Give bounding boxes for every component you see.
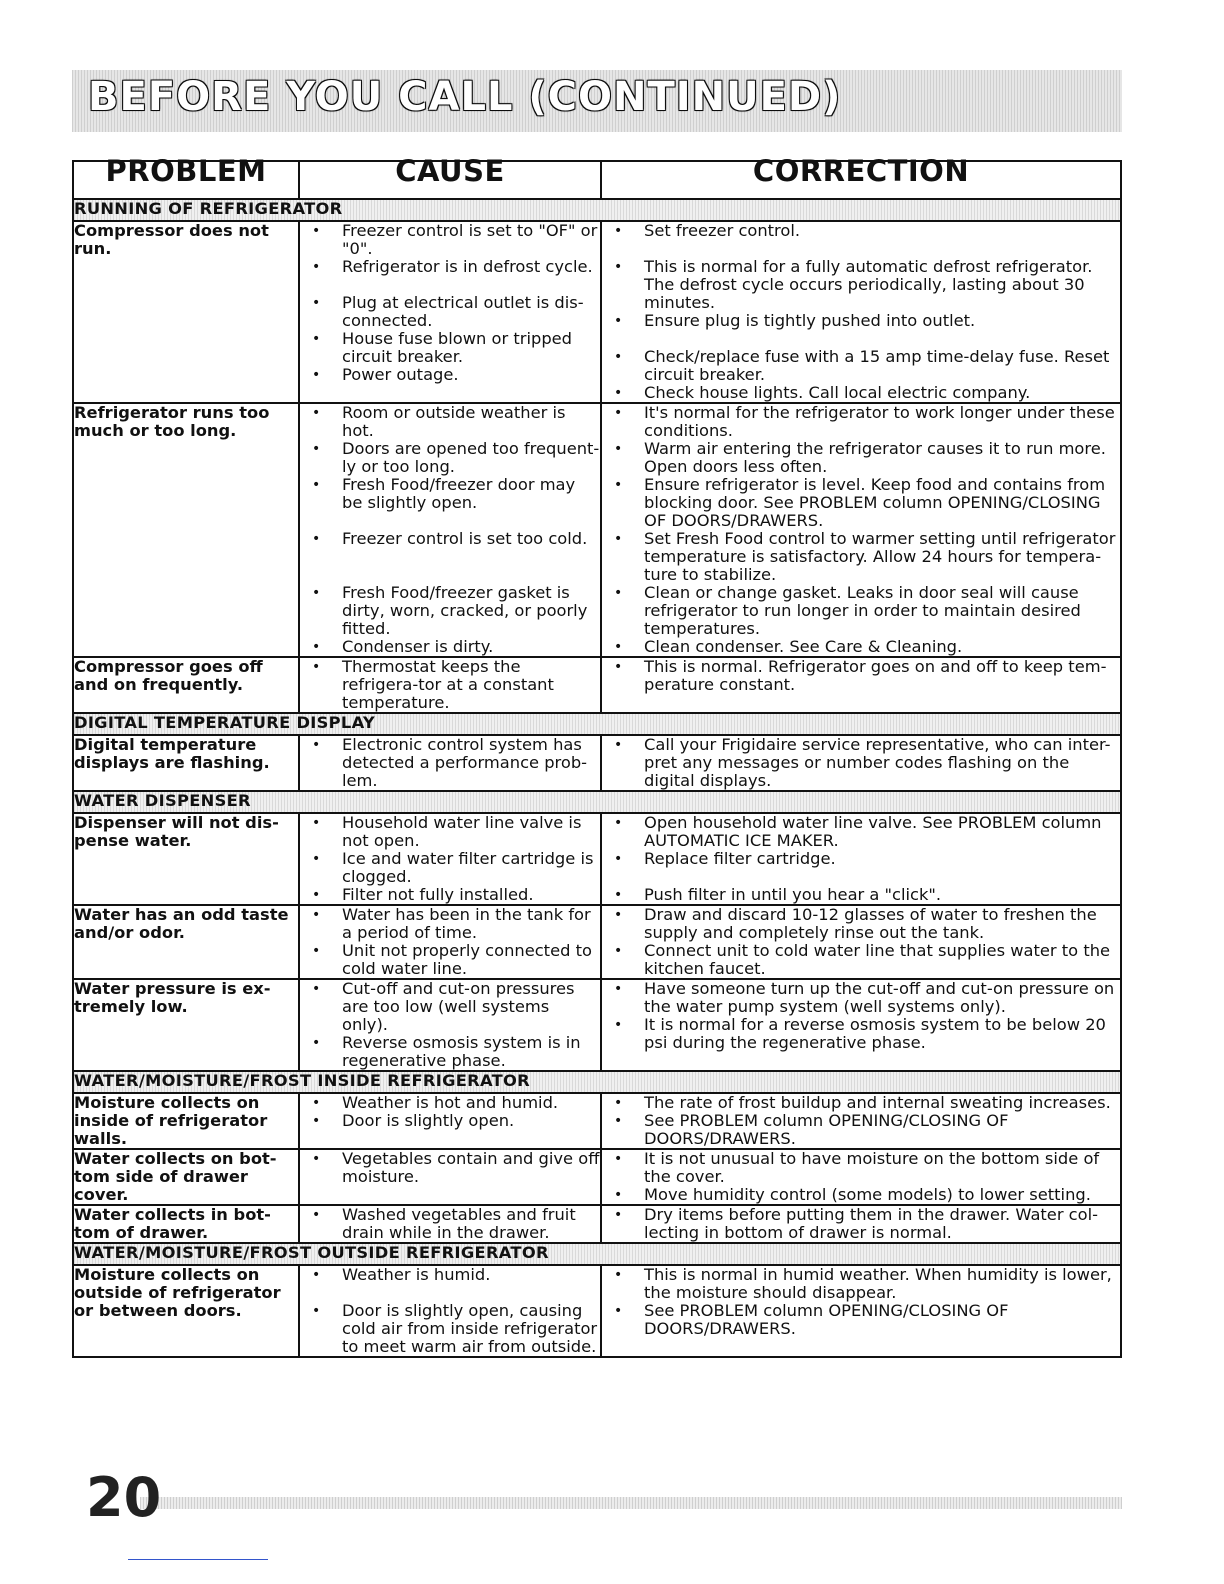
correction-cell — [601, 1265, 1121, 1357]
correction-item: • Set freezer control. — [602, 222, 1120, 240]
section-header: RUNNING OF REFRIGERATOR — [73, 199, 1121, 221]
section-header: WATER DISPENSER — [73, 791, 1121, 813]
cause-cell — [299, 1205, 601, 1243]
cause-item: • Cut-off and cut-on pressures are too low (well systems only). — [300, 980, 600, 1034]
cause-cell — [299, 1093, 601, 1149]
correction-cell — [601, 905, 1121, 979]
table-row — [73, 1265, 1121, 1357]
table-row — [73, 657, 1121, 713]
cause-item: • Weather is humid. — [300, 1266, 600, 1284]
correction-item: • Ensure refrigerator is level. Keep food and contains from blocking door. See PROBLEM column OPENING/CLOSING OF DOORS/DRAWERS. — [602, 476, 1120, 530]
cause-item: • Freezer control is set to "OF" or "0". — [300, 222, 600, 258]
cause-cell — [299, 657, 601, 713]
correction-item: • See PROBLEM column OPENING/CLOSING OF DOORS/DRAWERS. — [602, 1112, 1120, 1148]
cause-item: • Filter not fully installed. — [300, 886, 600, 904]
cause-cell — [299, 813, 601, 905]
table-row — [73, 1149, 1121, 1205]
footer-bar — [140, 1497, 1122, 1509]
problem-cell: Water has an odd taste and/or odor. — [73, 905, 299, 979]
cause-item: • Refrigerator is in defrost cycle. — [300, 258, 600, 276]
cause-item: • Ice and water filter cartridge is clogged. — [300, 850, 600, 886]
cause-item: • Freezer control is set too cold. — [300, 530, 600, 548]
correction-cell — [601, 979, 1121, 1071]
section-header: DIGITAL TEMPERATURE DISPLAY — [73, 713, 1121, 735]
cause-cell — [299, 221, 601, 403]
correction-cell — [601, 1149, 1121, 1205]
correction-item: • Call your Frigidaire service representative, who can inter-pret any messages or number codes flashing on the digital displays. — [602, 736, 1120, 790]
column-header-problem: PROBLEM — [73, 161, 299, 199]
table-row — [73, 1205, 1121, 1243]
problem-cell: Compressor does not run. — [73, 221, 299, 403]
correction-item: • It is normal for a reverse osmosis system to be below 20 psi during the regenerative phase. — [602, 1016, 1120, 1052]
cause-item: • House fuse blown or tripped circuit breaker. — [300, 330, 600, 366]
table-row — [73, 1093, 1121, 1149]
cause-cell — [299, 1149, 601, 1205]
problem-cell: Water pressure is ex-tremely low. — [73, 979, 299, 1071]
cause-item: • Vegetables contain and give off moisture. — [300, 1150, 600, 1186]
cause-item: • Electronic control system has detected a performance prob-lem. — [300, 736, 600, 790]
cause-item: • Condenser is dirty. — [300, 638, 600, 656]
cause-item: • Door is slightly open. — [300, 1112, 600, 1130]
table-row — [73, 221, 1121, 403]
divider — [128, 1559, 268, 1560]
correction-cell — [601, 813, 1121, 905]
header-banner — [72, 70, 1122, 132]
section-header: WATER/MOISTURE/FROST OUTSIDE REFRIGERATOR — [73, 1243, 1121, 1265]
correction-item: • Ensure plug is tightly pushed into outlet. — [602, 312, 1120, 330]
correction-item: • Move humidity control (some models) to lower setting. — [602, 1186, 1120, 1204]
page-number: 20 — [86, 1466, 162, 1529]
problem-cell: Refrigerator runs too much or too long. — [73, 403, 299, 657]
cause-item: • Door is slightly open, causing cold air from inside refrigerator to meet warm air from outside. — [300, 1302, 600, 1356]
problem-cell: Moisture collects on inside of refrigerator walls. — [73, 1093, 299, 1149]
correction-item: • It is not unusual to have moisture on the bottom side of the cover. — [602, 1150, 1120, 1186]
correction-item: • The rate of frost buildup and internal sweating increases. — [602, 1094, 1120, 1112]
cause-cell — [299, 1265, 601, 1357]
column-header-cause: CAUSE — [299, 161, 601, 199]
section-header: WATER/MOISTURE/FROST INSIDE REFRIGERATOR — [73, 1071, 1121, 1093]
correction-item: • Clean or change gasket. Leaks in door seal will cause refrigerator to run longer in order to maintain desired temperatures. — [602, 584, 1120, 638]
cause-cell — [299, 979, 601, 1071]
correction-item: • This is normal in humid weather. When humidity is lower, the moisture should disappear. — [602, 1266, 1120, 1302]
cause-item: • Water has been in the tank for a period of time. — [300, 906, 600, 942]
correction-item: • This is normal for a fully automatic defrost refrigerator. The defrost cycle occurs periodically, lasting about 30 minutes. — [602, 258, 1120, 312]
problem-cell: Water collects in bot-tom of drawer. — [73, 1205, 299, 1243]
table-row — [73, 735, 1121, 791]
correction-cell — [601, 1093, 1121, 1149]
troubleshooting-table — [72, 154, 1122, 1358]
correction-item: • This is normal. Refrigerator goes on and off to keep tem-perature constant. — [602, 658, 1120, 694]
correction-item: • Push filter in until you hear a "click". — [602, 886, 1120, 904]
cause-item: • Doors are opened too frequent-ly or too long. — [300, 440, 600, 476]
correction-item: • Open household water line valve. See PROBLEM column AUTOMATIC ICE MAKER. — [602, 814, 1120, 850]
cause-item: • Weather is hot and humid. — [300, 1094, 600, 1112]
cause-item: • Washed vegetables and fruit drain while in the drawer. — [300, 1206, 600, 1242]
table-row — [73, 905, 1121, 979]
correction-item: • Dry items before putting them in the drawer. Water col-lecting in bottom of drawer is normal. — [602, 1206, 1120, 1242]
problem-cell: Water collects on bot-tom side of drawer cover. — [73, 1149, 299, 1205]
correction-item: • Warm air entering the refrigerator causes it to run more. Open doors less often. — [602, 440, 1120, 476]
table-row — [73, 403, 1121, 657]
correction-item: • It's normal for the refrigerator to work longer under these conditions. — [602, 404, 1120, 440]
correction-item: • Replace filter cartridge. — [602, 850, 1120, 868]
cause-item: • Power outage. — [300, 366, 600, 384]
correction-item: • See PROBLEM column OPENING/CLOSING OF DOORS/DRAWERS. — [602, 1302, 1120, 1338]
cause-item: • Household water line valve is not open. — [300, 814, 600, 850]
cause-item: • Reverse osmosis system is in regenerative phase. — [300, 1034, 600, 1070]
cause-cell — [299, 735, 601, 791]
correction-item: • Set Fresh Food control to warmer setting until refrigerator temperature is satisfactory. Allow 24 hours for tempera-ture to stabilize. — [602, 530, 1120, 584]
problem-cell: Moisture collects on outside of refrigerator or between doors. — [73, 1265, 299, 1357]
cause-item: • Fresh Food/freezer door may be slightly open. — [300, 476, 600, 512]
correction-item: • Clean condenser. See Care & Cleaning. — [602, 638, 1120, 656]
cause-item: • Unit not properly connected to cold water line. — [300, 942, 600, 978]
cause-item: • Room or outside weather is hot. — [300, 404, 600, 440]
problem-cell: Digital temperature displays are flashing. — [73, 735, 299, 791]
problem-cell: Compressor goes off and on frequently. — [73, 657, 299, 713]
column-header-correction: CORRECTION — [601, 161, 1121, 199]
correction-item: • Have someone turn up the cut-off and cut-on pressure on the water pump system (well systems only). — [602, 980, 1120, 1016]
table-row — [73, 813, 1121, 905]
correction-cell — [601, 221, 1121, 403]
correction-cell — [601, 403, 1121, 657]
cause-item: • Plug at electrical outlet is dis-connected. — [300, 294, 600, 330]
correction-cell — [601, 657, 1121, 713]
correction-item: • Check/replace fuse with a 15 amp time-delay fuse. Reset circuit breaker. — [602, 348, 1120, 384]
cause-cell — [299, 905, 601, 979]
page-title: BEFORE YOU CALL (CONTINUED) — [88, 74, 842, 120]
table-row — [73, 979, 1121, 1071]
correction-item: • Connect unit to cold water line that supplies water to the kitchen faucet. — [602, 942, 1120, 978]
problem-cell: Dispenser will not dis-pense water. — [73, 813, 299, 905]
cause-item: • Thermostat keeps the refrigera-tor at a constant temperature. — [300, 658, 600, 712]
correction-item: • Check house lights. Call local electric company. — [602, 384, 1120, 402]
correction-cell — [601, 1205, 1121, 1243]
cause-cell — [299, 403, 601, 657]
cause-item: • Fresh Food/freezer gasket is dirty, worn, cracked, or poorly fitted. — [300, 584, 600, 638]
correction-item: • Draw and discard 10-12 glasses of water to freshen the supply and completely rinse out the tank. — [602, 906, 1120, 942]
correction-cell — [601, 735, 1121, 791]
